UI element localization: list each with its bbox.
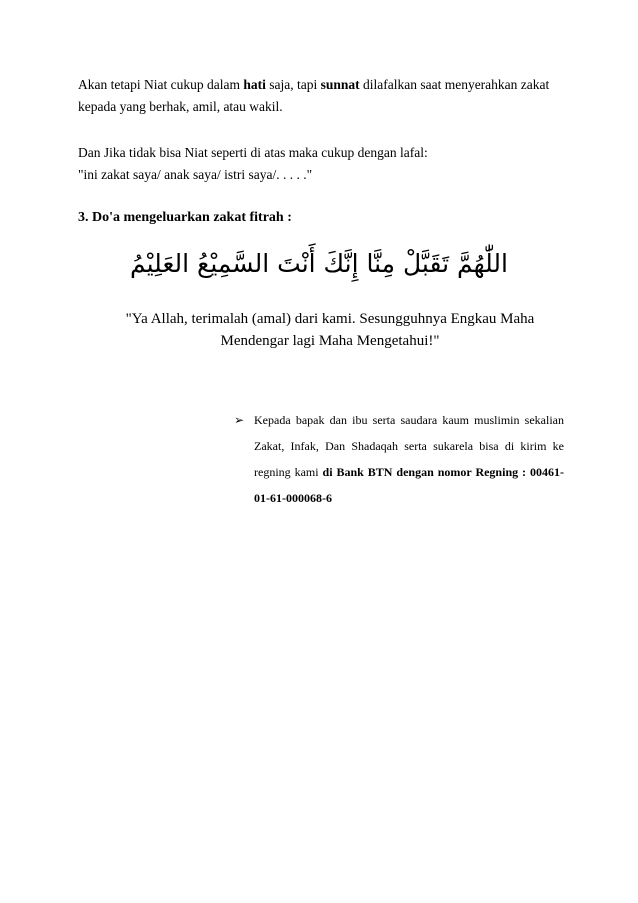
arrow-bullet-icon: ➢ [234,413,245,427]
niat-text-1: Akan tetapi Niat cukup dalam [78,77,244,92]
niat-bold-sunnat: sunnat [320,77,360,92]
donation-text-plain: Kepada bapak dan ibu serta saudara kaum muslimin sekalian Zakat, Infak, Dan Shadaqah serta sukarela bisa di kirim ke regning kami [254,413,564,479]
paragraph-lafal [78,142,558,186]
translation-line-1: "Ya Allah, terimalah (amal) dari kami. Sesungguhnya Engkau Maha [125,311,535,327]
translation-line-2: Mendengar lagi Maha Mengetahui!" [220,333,440,349]
prayer-translation [100,308,560,352]
arabic-prayer: اللّٰهُمَّ تَقَبَّلْ مِنَّا إِنَّكَ أَنْتَ السَّمِيْعُ العَلِيْمُ [130,249,508,278]
niat-bold-hati: hati [243,77,266,92]
donation-account-number: di Bank BTN dengan nomor Regning : 00461-01-61-000068-6 [254,465,564,505]
niat-text-2: saja, tapi [265,77,321,92]
section-heading: 3. Do'a mengeluarkan zakat fitrah : [78,210,292,225]
lafal-line-1: Dan Jika tidak bisa Niat seperti di atas maka cukup dengan lafal: [78,145,428,160]
niat-text-3: dilafalkan saat menyerahkan zakat kepada yang berhak, amil, atau wakil. [78,77,550,114]
paragraph-niat [78,74,558,118]
lafal-line-2: "ini zakat saya/ anak saya/ istri saya/. . . . ." [78,167,313,182]
donation-text [254,407,564,511]
